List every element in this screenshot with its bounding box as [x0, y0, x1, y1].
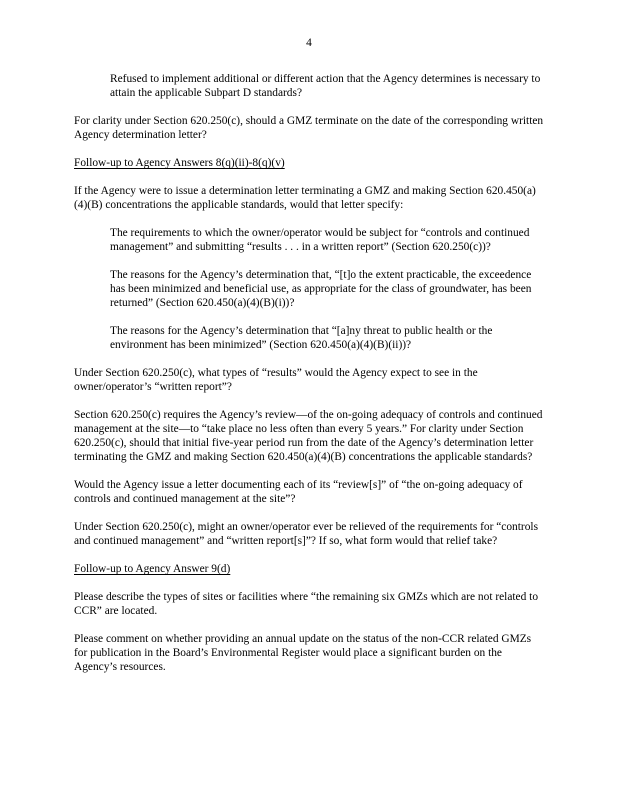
section-heading-answer-9d: Follow-up to Agency Answer 9(d) [74, 563, 231, 575]
paragraph-non-ccr-sites: Please describe the types of sites or facilities where “the remaining six GMZs which are not related to CCR” are located. [74, 591, 539, 617]
paragraph-relief: Under Section 620.250(c), might an owner/operator ever be relieved of the requirements for “controls and continued management” and “written report[s]”? If so, what form would that relief take? [74, 521, 539, 547]
document-body [74, 72, 546, 688]
paragraph-five-year-review: Section 620.250(c) requires the Agency’s review—of the on-going adequacy of controls and continued management at the site—to “take place no less often than every 5 years.” For clarity under Section 620.250(c), should that initial five-year period run from the date of the Agency’s determination letter terminating the GMZ and making Section 620.450(a)(4)(B) concentrations the applicable standards? [74, 409, 543, 463]
paragraph-annual-update: Please comment on whether providing an annual update on the status of the non-CCR related GMZs for publication in the Board’s Environmental Register would place a significant burden on the Agency’s resources. [74, 633, 532, 673]
paragraph-requirements: The requirements to which the owner/operator would be subject for “controls and continued management” and submitting “results . . . in a written report” (Section 620.250(c))? [110, 227, 530, 253]
paragraph-gmz-terminate: For clarity under Section 620.250(c), should a GMZ terminate on the date of the corresponding written Agency determination letter? [74, 115, 544, 141]
paragraph-reasons-threat: The reasons for the Agency’s determination that “[a]ny threat to public health or the environment has been minimized” (Section 620.450(a)(4)(B)(ii))? [110, 325, 493, 351]
paragraph-refused-action: Refused to implement additional or different action that the Agency determines is necessary to attain the applicable Subpart D standards? [110, 73, 541, 99]
section-heading-answers-8q: Follow-up to Agency Answers 8(q)(ii)-8(q)(v) [74, 157, 285, 169]
paragraph-review-letter: Would the Agency issue a letter documenting each of its “review[s]” of “the on-going adequacy of controls and continued management at the site”? [74, 479, 523, 505]
page-number: 4 [306, 37, 312, 49]
paragraph-reasons-exceedence: The reasons for the Agency’s determination that, “[t]o the extent practicable, the exceedence has been minimized and beneficial use, as appropriate for the class of groundwater, has been returned” (Section 620.450(a)(4)(B)(i))? [110, 269, 532, 309]
paragraph-results-types: Under Section 620.250(c), what types of “results” would the Agency expect to see in the owner/operator’s “written report”? [74, 367, 478, 393]
paragraph-determination-letter: If the Agency were to issue a determination letter terminating a GMZ and making Section 620.450(a)(4)(B) concentrations the applicable standards, would that letter specify: [74, 185, 536, 211]
